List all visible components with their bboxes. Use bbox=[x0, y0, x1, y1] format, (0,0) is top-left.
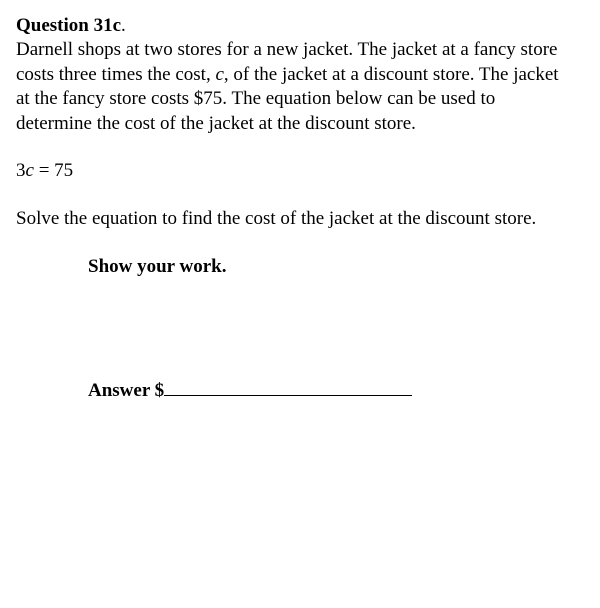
problem-line-2-end: , of the jacket at a discount store. The jacket bbox=[223, 63, 559, 85]
question-title bbox=[16, 14, 596, 38]
equation-variable: c bbox=[25, 160, 34, 181]
question-number-suffix: . bbox=[121, 15, 126, 36]
show-work-instruction: Show your work. bbox=[88, 256, 227, 277]
answer-row bbox=[88, 375, 412, 403]
equation bbox=[16, 159, 73, 183]
problem-line-2 bbox=[16, 63, 596, 88]
answer-label: Answer $ bbox=[88, 380, 165, 401]
problem-line-4: determine the cost of the jacket at the discount store. bbox=[16, 112, 416, 134]
solve-prompt: Solve the equation to find the cost of the jacket at the discount store. bbox=[16, 208, 537, 229]
problem-variable: c bbox=[215, 63, 224, 85]
answer-blank[interactable] bbox=[164, 375, 412, 396]
problem-line-1: Darnell shops at two stores for a new jacket. The jacket at a fancy store bbox=[16, 39, 558, 60]
question-page bbox=[16, 14, 596, 401]
problem-line-2-start: costs three times the cost, bbox=[16, 63, 216, 85]
problem-line-3: at the fancy store costs $75. The equation below can be used to bbox=[16, 88, 496, 109]
equation-rest: = 75 bbox=[33, 160, 74, 181]
problem-statement bbox=[16, 38, 596, 136]
equation-coefficient: 3 bbox=[16, 160, 26, 181]
question-number: Question 31c bbox=[16, 15, 122, 36]
